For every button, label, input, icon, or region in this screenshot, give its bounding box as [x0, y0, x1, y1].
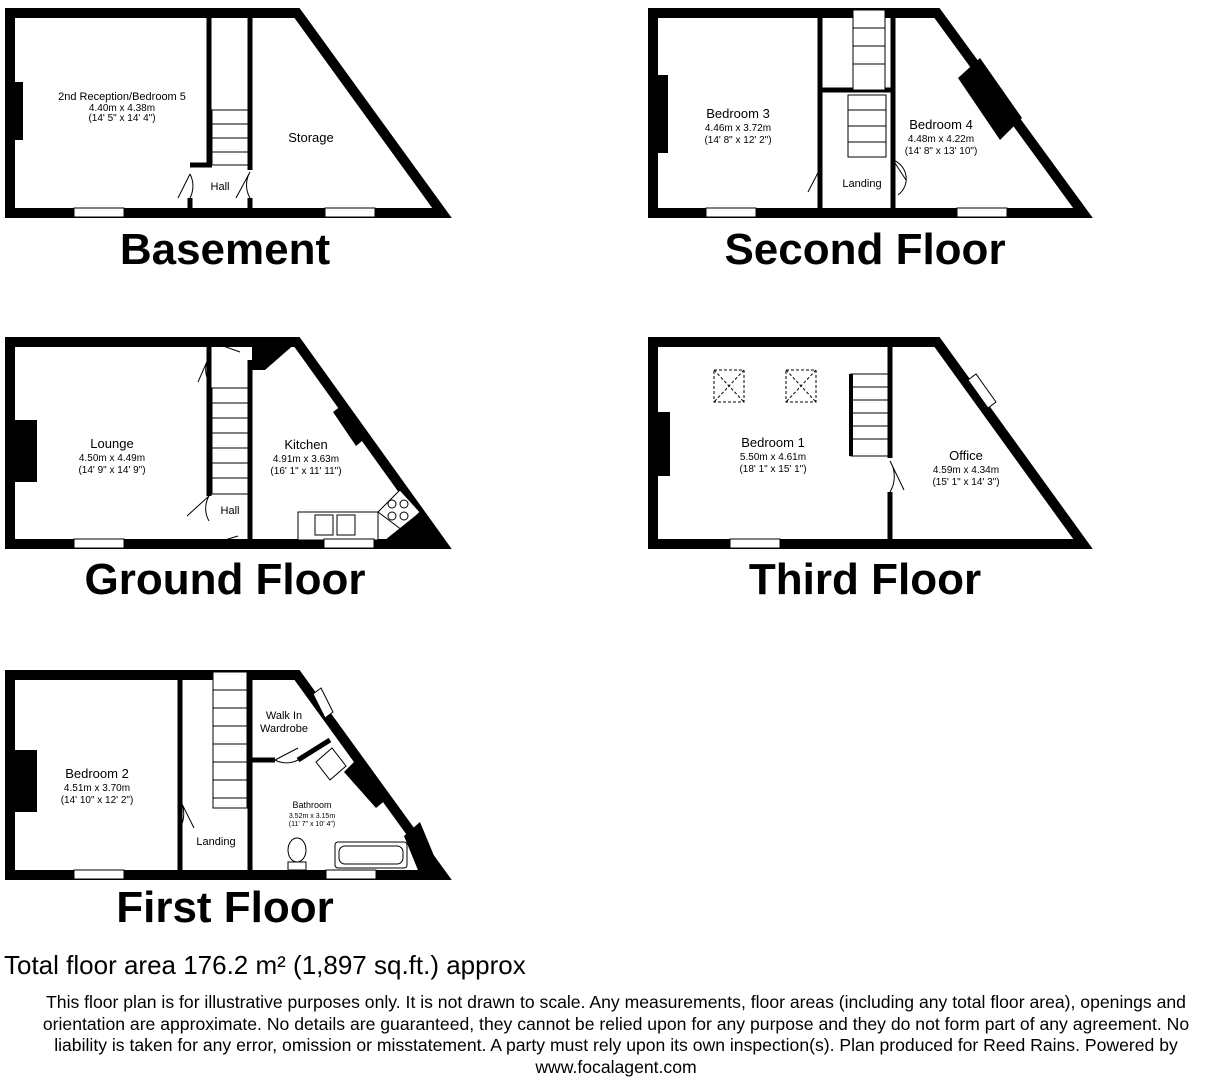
- shower-tray: [316, 748, 346, 780]
- chimney-breast: [15, 82, 23, 140]
- disclaimer: [0, 992, 1232, 1078]
- room-size-imperial-bedroom-3: (14' 8" x 12' 2"): [704, 135, 772, 146]
- chimney-breast: [658, 412, 670, 476]
- disclaimer-line: This floor plan is for illustrative purposes only. It is not drawn to scale. Any measurements, floor areas (including any total floor area), openings and: [46, 992, 1186, 1012]
- floor-title-basement: Basement: [119, 225, 331, 274]
- disclaimer-link[interactable]: www.focalagent.com: [535, 1056, 697, 1077]
- staircase: [851, 374, 888, 456]
- window: [324, 539, 374, 548]
- floor-title-second: Second Floor: [724, 225, 1006, 274]
- room-name-bedroom-3: Bedroom 3: [706, 106, 770, 121]
- total-floor-area: Total floor area 176.2 m² (1,897 sq.ft.) approx: [4, 950, 526, 980]
- window: [957, 208, 1007, 217]
- room-size-imperial-bedroom-4: (14' 8" x 13' 10"): [904, 146, 978, 157]
- basement-plan: [10, 13, 442, 274]
- room-size-imperial-bedroom-1: (18' 1" x 15' 1"): [739, 464, 807, 475]
- room-size-lounge: 4.50m x 4.49m: [78, 453, 146, 464]
- door: [178, 174, 193, 198]
- room-size-bedroom-1: 5.50m x 4.61m: [739, 452, 807, 463]
- window: [74, 208, 124, 217]
- room-name-reception: 2nd Reception/Bedroom 5: [58, 91, 186, 103]
- room-size-bedroom-4: 4.48m x 4.22m: [907, 134, 975, 145]
- toilet: [288, 838, 306, 870]
- room-size-bedroom-3: 4.46m x 3.72m: [704, 123, 772, 134]
- room-name-walk-in-wardrobe: Walk In: [265, 710, 303, 722]
- skylight: [786, 370, 816, 402]
- first-floor-plan: [10, 672, 442, 932]
- floor-title-first: First Floor: [116, 883, 334, 932]
- room-size-imperial-kitchen: (16' 1" x 11' 11"): [270, 466, 342, 477]
- room-name-office: Office: [949, 448, 983, 463]
- room-size-imperial-bedroom-2: (14' 10" x 12' 2"): [60, 795, 134, 806]
- room-name-hall: Hall: [220, 505, 240, 517]
- window: [706, 208, 756, 217]
- disclaimer-line: liability is taken for any error, omission or misstatement. A party must rely upon its own inspection(s). Plan produced for Reed Rains. Powered by: [54, 1035, 1178, 1055]
- room-name-hall: Hall: [210, 181, 230, 193]
- floor-title-ground: Ground Floor: [84, 555, 366, 604]
- third-floor-plan: [653, 342, 1083, 604]
- room-size-bedroom-2: 4.51m x 3.70m: [63, 783, 131, 794]
- room-size-kitchen: 4.91m x 3.63m: [272, 454, 340, 465]
- room-name-landing: Landing: [196, 836, 236, 848]
- disclaimer-line: orientation are approximate. No details are guaranteed, they cannot be relied upon for any purpose and they do not form part of any agreement. No: [42, 1013, 1190, 1034]
- room-size-imperial-bathroom: (11' 7" x 10' 4"): [288, 821, 336, 828]
- staircase: [853, 10, 885, 90]
- window: [74, 870, 124, 879]
- floor-title-third: Third Floor: [748, 555, 982, 604]
- window: [326, 870, 376, 879]
- window: [730, 539, 780, 548]
- room-name-bedroom-2: Bedroom 2: [65, 766, 129, 781]
- window: [325, 208, 375, 217]
- second-floor-plan: [653, 10, 1083, 274]
- window: [74, 539, 124, 548]
- room-size-imperial-office: (15' 1" x 14' 3"): [932, 477, 1000, 488]
- room-name-storage: Storage: [288, 130, 334, 145]
- room-name-kitchen: Kitchen: [284, 437, 328, 452]
- door: [890, 461, 904, 492]
- room-size-bathroom: 3.52m x 3.15m: [288, 813, 336, 820]
- door: [236, 172, 250, 198]
- chimney-breast: [15, 750, 37, 812]
- chimney-breast: [658, 75, 668, 153]
- skylight: [714, 370, 744, 402]
- room-name-lounge: Lounge: [90, 436, 134, 451]
- door: [275, 748, 298, 763]
- room-name-bathroom: Bathroom: [292, 800, 332, 810]
- room-size-office: 4.59m x 4.34m: [932, 465, 1000, 476]
- room-name-bedroom-4: Bedroom 4: [909, 117, 973, 132]
- room-name-landing: Landing: [842, 178, 882, 190]
- room-size-imperial-reception: (14' 5" x 14' 4"): [88, 113, 156, 124]
- room-name-walk-in-wardrobe-line2: Wardrobe: [260, 723, 308, 735]
- room-name-bedroom-1: Bedroom 1: [741, 435, 805, 450]
- ground-floor-plan: [10, 342, 442, 604]
- staircase: [213, 672, 247, 808]
- kitchen-worktop: [298, 512, 378, 540]
- chimney-breast: [252, 342, 297, 370]
- room-size-reception: 4.40m x 4.38m: [88, 103, 156, 114]
- chimney-breast: [15, 420, 37, 482]
- room-size-imperial-lounge: (14' 9" x 14' 9"): [78, 465, 146, 476]
- door: [187, 496, 209, 521]
